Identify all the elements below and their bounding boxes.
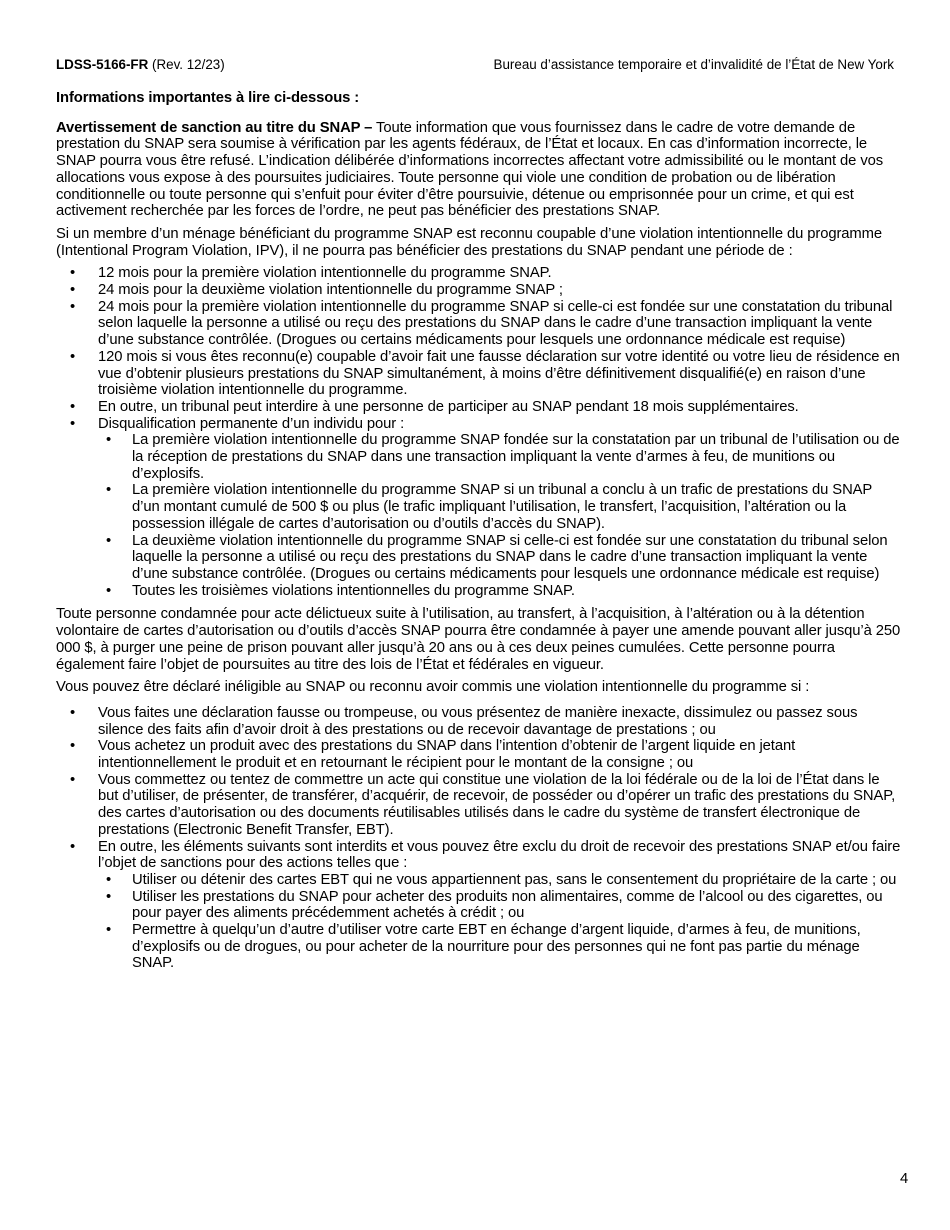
- prohibited-actions-list: [98, 872, 902, 972]
- sanction-warning-text: Toute information que vous fournissez dans le cadre de votre demande de prestation du SNAP sera soumise à vérification par les agents fédéraux, de l’État et locaux. En cas d’information incorrecte, le SNAP pourra vous être refusé. L’indication délibérée d’informations incorrectes affectant votre admissibilité ou le montant de vos allocations vous expose à des poursuites judiciaires. Toute personne qui viole une condition de probation ou de libération conditionnelle ou toute personne qui s’enfuit pour éviter d’être poursuivie, détenue ou emprisonnée pour un crime, et qui est activement recherchée par les forces de l’ordre, ne peut pas bénéficier des prestations SNAP.: [56, 119, 884, 220]
- list-item: • Vous commettez ou tentez de commettre un acte qui constitue une violation de la loi fédérale ou de la loi de l’État dans le but d’utiliser, de présenter, de transférer, d’acquérir, de recevoir, de posséder ou d’opérer un trafic des prestations du SNAP, des cartes d’autorisation ou des documents réutilisables utilisés dans le cadre du système de transfert électronique de prestations (Electronic Benefit Transfer, EBT).: [56, 772, 902, 839]
- list-item: • 12 mois pour la première violation intentionnelle du programme SNAP.: [56, 265, 902, 282]
- list-item: • Vous achetez un produit avec des prestations du SNAP dans l’intention d’obtenir de l’argent liquide en jetant intentionnellement le produit et en retournant le récipient pour le montant de la consigne ; ou: [56, 738, 902, 771]
- list-item: • 24 mois pour la deuxième violation intentionnelle du programme SNAP ;: [56, 282, 902, 299]
- permanent-disqualification-list: [98, 432, 902, 599]
- sub-list-item: • Toutes les troisièmes violations intentionnelles du programme SNAP.: [56, 583, 902, 600]
- document-page: [56, 0, 909, 1230]
- sanction-warning: [56, 120, 902, 220]
- penalty-paragraph: Toute personne condamnée pour acte délictueux suite à l’utilisation, au transfert, à l’acquisition, à l’altération ou à la détention volontaire de cartes d’autorisation ou d’outils d’accès SNAP pourra être condamnée à payer une amende pouvant aller jusqu’à 250 000 $, à purger une peine de prison pouvant aller jusqu’à 20 ans ou à ces deux peines cumulées. Cette personne pourra également faire l’objet de poursuites au titre des lois de l’État et fédérales en vigueur.: [56, 606, 901, 673]
- ipv-intro: Si un membre d’un ménage bénéficiant du programme SNAP est reconnu coupable d’une violation intentionnelle du programme (Intentional Program Violation, IPV), il ne pourra pas bénéficier des prestations du SNAP pendant une période de :: [56, 225, 883, 259]
- page-number: 4: [900, 1171, 909, 1187]
- sub-list-item: • Utiliser les prestations du SNAP pour acheter des produits non alimentaires, comme de l’alcool ou des cigarettes, ou pour payer des aliments précédemment achetés à crédit ; ou: [56, 889, 902, 922]
- section-heading: Informations importantes à lire ci-dessous :: [56, 90, 360, 106]
- form-number: LDSS-5166-FR: [56, 57, 149, 72]
- page-content: [56, 90, 902, 972]
- sub-list-item: • La première violation intentionnelle du programme SNAP fondée sur la constatation par un tribunal de l’utilisation ou de la réception de prestations du SNAP dans une transaction impliquant la vente d’armes à feu, de munitions ou d’explosifs.: [56, 432, 902, 482]
- ineligible-list: [56, 705, 902, 972]
- list-item-permanent: [56, 416, 902, 600]
- sanction-warning-title: Avertissement de sanction au titre du SNAP –: [56, 119, 373, 136]
- sub-list-item: • La première violation intentionnelle du programme SNAP si un tribunal a conclu à un trafic de prestations du SNAP d’un montant cumulé de 500 $ ou plus (le trafic impliquant l’utilisation, le transfert, l’acquisition, l’altération ou la possession illégale de cartes d’autorisation ou d’outils d’accès du SNAP).: [56, 482, 902, 532]
- ineligible-intro: Vous pouvez être déclaré inéligible au SNAP ou reconnu avoir commis une violation intentionnelle du programme si :: [56, 679, 810, 696]
- form-revision: (Rev. 12/23): [148, 57, 225, 72]
- sub-list-item: • La deuxième violation intentionnelle du programme SNAP si celle-ci est fondée sur une constatation du tribunal selon laquelle la personne a utilisé ou reçu des prestations du SNAP dans le cadre d’une transaction impliquant la vente d’une substance contrôlée. (Drogues ou certains médicaments pour lesquels une ordonnance médicale est requise): [56, 533, 902, 583]
- list-item: • Vous faites une déclaration fausse ou trompeuse, ou vous présentez de manière inexacte, dissimulez ou passez sous silence des faits afin d’avoir droit à des prestations ou de recevoir davantage de prestations ; ou: [56, 705, 902, 738]
- sub-list-item: • Permettre à quelqu’un d’autre d’utiliser votre carte EBT en échange d’argent liquide, d’armes à feu, de munitions, d’explosifs ou de drogues, ou pour acheter de la nourriture pour des personnes qui ne font pas partie du ménage SNAP.: [56, 922, 902, 972]
- list-item: • 24 mois pour la première violation intentionnelle du programme SNAP si celle-ci est fondée sur une constatation du tribunal selon laquelle la personne a utilisé ou reçu des prestations du SNAP dans le cadre d’une transaction impliquant la vente d’une substance contrôlée. (Drogues ou certains médicaments pour lesquels une ordonnance médicale est requise): [56, 299, 902, 349]
- list-item: • En outre, un tribunal peut interdire à une personne de participer au SNAP pendant 18 mois supplémentaires.: [56, 399, 902, 416]
- list-item-prohibited: [56, 839, 902, 973]
- form-identifier: [56, 57, 225, 73]
- permanent-label: Disqualification permanente d’un individu pour :: [98, 415, 405, 432]
- ipv-penalty-list: [56, 265, 902, 599]
- agency-name: Bureau d’assistance temporaire et d’invalidité de l’État de New York: [493, 57, 894, 72]
- prohibited-label: En outre, les éléments suivants sont interdits et vous pouvez être exclu du droit de recevoir des prestations SNAP et/ou faire l’objet de sanctions pour des actions telles que :: [98, 838, 901, 872]
- sub-list-item: • Utiliser ou détenir des cartes EBT qui ne vous appartiennent pas, sans le consentement du propriétaire de la carte ; ou: [56, 872, 902, 889]
- list-item: • 120 mois si vous êtes reconnu(e) coupable d’avoir fait une fausse déclaration sur votre identité ou votre lieu de résidence en vue d’obtenir plusieurs prestations du SNAP simultanément, à moins d’être définitivement disqualifié(e) en raison d’une troisième violation intentionnelle du programme.: [56, 349, 902, 399]
